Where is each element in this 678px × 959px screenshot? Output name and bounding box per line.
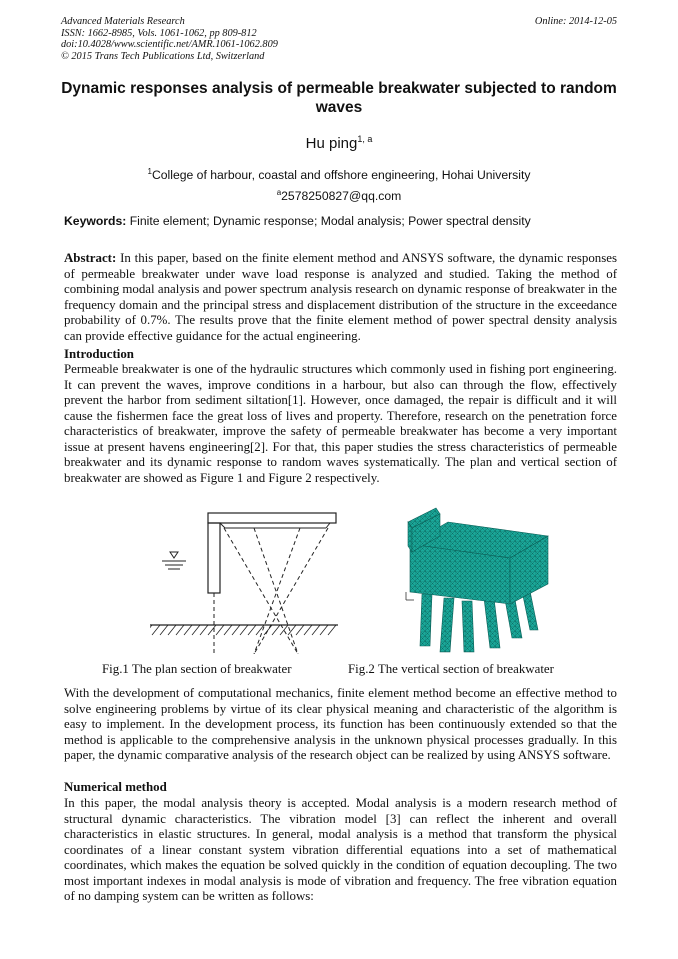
email-sup: a (276, 188, 282, 198)
journal-name: Advanced Materials Research (61, 16, 185, 27)
affiliation-text: College of harbour, coastal and offshore engineering, Hohai University (151, 168, 531, 183)
affiliation-sup: 1 (147, 167, 152, 176)
doi-line: doi:10.4028/www.scientific.net/AMR.1061-1062.809 (61, 39, 278, 51)
abstract-label: Abstract: (64, 251, 117, 265)
author-sup: 1, a (357, 134, 373, 144)
online-date: Online: 2014-12-05 (534, 16, 617, 27)
figure-2-fe-mesh (400, 506, 560, 656)
figure-2-caption: Fig.2 The vertical section of breakwater (348, 662, 554, 676)
journal-header (61, 16, 617, 62)
numerical-method-heading: Numerical method (64, 780, 167, 794)
keywords (64, 214, 618, 228)
paragraph-fem: With the development of computational mechanics, finite element method become an effective method to solve engineering problems by virtue of its clear physical meaning and characteristic of the algorithm is easy to implement. In the development process, its function has been continuously extended so that the method is applicable to the comprehensive analysis in the unknown physical processes gradually. In this paper, the dynamic comparative analysis of the research object can be realized by using ANSYS software. (64, 686, 617, 762)
introduction-text: Permeable breakwater is one of the hydraulic structures which commonly used in fishing port engineering. It can prevent the waves, improve conditions in a harbour, but also can through the flow, effectively prevent the harbor from sediment siltation[1]. However, once damaged, the repair is difficult and it will cause the fishermen face the great loss of lives and property. Therefore, research on the penetration force characteristics of breakwater, improve the safety of permeable breakwater has become a very important issue at present havens engineering[2]. For that, this paper studies the stress characteristics of permeable breakwater and its dynamic response to random waves systematically. The plan and vertical section of breakwater are showed as Figure 1 and Figure 2 respectively. (64, 362, 617, 485)
paper-title: Dynamic responses analysis of permeable breakwater subjected to random waves (61, 80, 617, 116)
affiliation (61, 163, 617, 205)
author-name: Hu ping (305, 135, 358, 152)
abstract (64, 251, 617, 344)
figure-1-plan-section (150, 508, 338, 654)
figure-1-caption: Fig.1 The plan section of breakwater (102, 662, 292, 676)
abstract-text: In this paper, based on the finite element method and ANSYS software, the dynamic responses of permeable breakwater under wave load response is analyzed and studied. Taking the method of combining modal analysis and power spectrum analysis research on dynamic response of breakwater in the frequency domain and the principal stress and displacement distribution of the structure in the exceedance probability of 0.7%. The results prove that the finite element method of power spectral density analysis can provide effective guidance for the actual engineering. (64, 251, 617, 343)
copyright-line: © 2015 Trans Tech Publications Ltd, Switzerland (61, 50, 265, 62)
keywords-label: Keywords: (64, 214, 127, 228)
issn-line: ISSN: 1662-8985, Vols. 1061-1062, pp 809-812 (61, 27, 257, 39)
author-email: 2578250827@qq.com (281, 189, 402, 204)
introduction-heading: Introduction (64, 347, 134, 361)
numerical-method-text: In this paper, the modal analysis theory is accepted. Modal analysis is a modern research method of structural dynamic characteristics. The vibration model [3] can reflect the inherent and overall characteristics in elastic structures. In general, modal analysis is a method that transform the physical coordinates of a linear constant system vibration differential equations into a set of mathematical coordinates, which makes the equation be solved quickly in the condition of equation decoupling. The two most important indexes in modal analysis is mode of vibration and frequency. The free vibration equation of no damping system can be written as follows: (64, 796, 617, 903)
keywords-text: Finite element; Dynamic response; Modal analysis; Power spectral density (126, 214, 531, 228)
author (61, 134, 617, 152)
